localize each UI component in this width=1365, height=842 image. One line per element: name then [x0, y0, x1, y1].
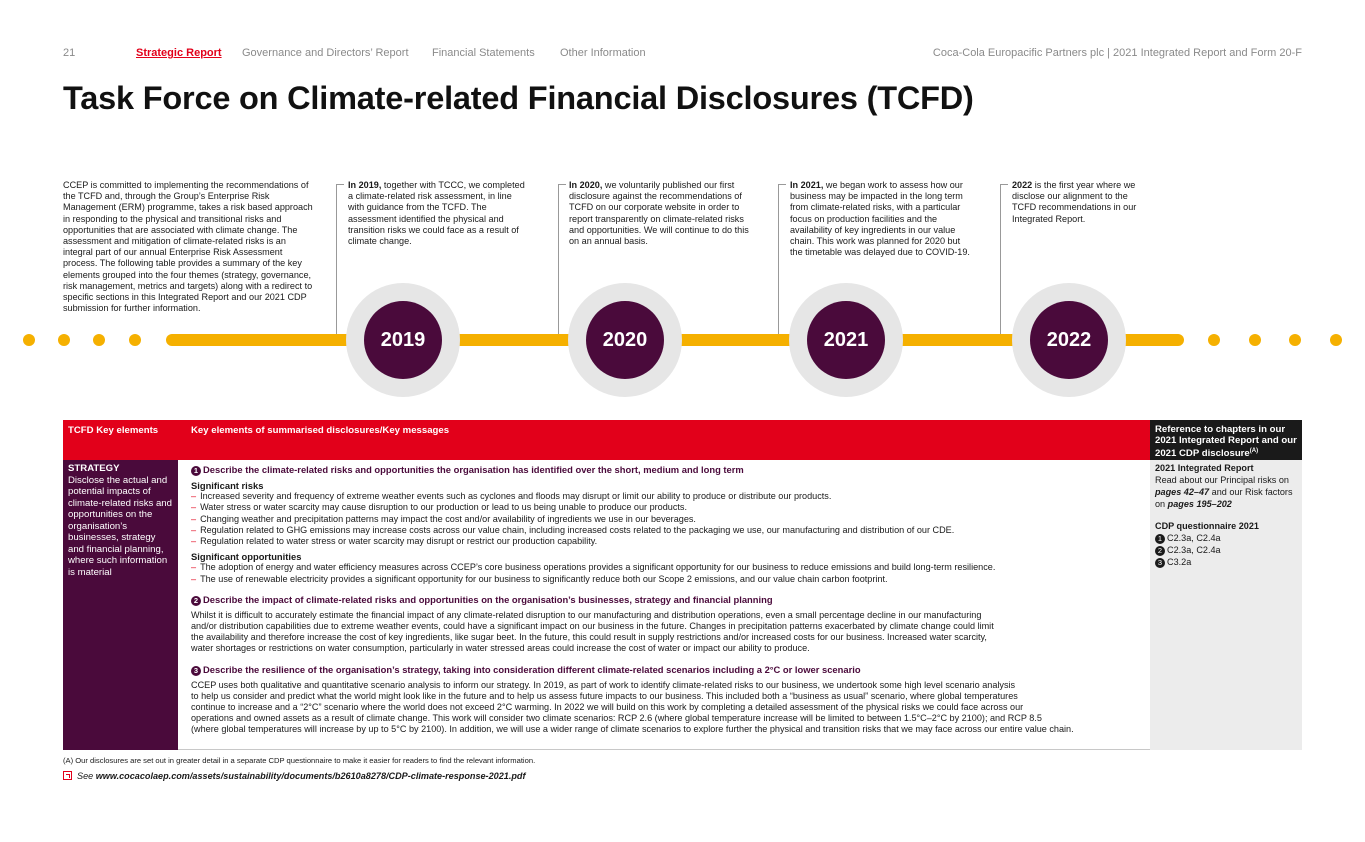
list-item: – Water stress or water scarcity may cause disruption to our production or lead to us being unable to produce our products.: [191, 502, 687, 513]
document-title: Coca-Cola Europacific Partners plc | 2021 Integrated Report and Form 20-F: [932, 47, 1302, 59]
strategy-title: STRATEGY: [68, 463, 120, 474]
cdp-item: 1 C2.3a, C2.4a: [1155, 532, 1297, 544]
see-link-line: See www.cocacolaep.com/assets/sustainability/documents/b2610a8278/CDP-climate-response-2021.pdf: [63, 771, 525, 781]
list-item: – Increased severity and frequency of extreme weather events such as cyclones and floods may disrupt or limit our ability to produce or distribute our products.: [191, 491, 832, 502]
year-circle-2020: 2020: [586, 301, 664, 379]
timeline-dot: [93, 334, 105, 346]
subheading: Significant opportunities: [191, 551, 302, 563]
nav-strategic-report[interactable]: Strategic Report: [136, 47, 222, 59]
disclosures-cell: [178, 460, 1150, 750]
timeline-text-2020: In 2020, we voluntarily published our first disclosure against the recommendations of TCFD on our corporate website in order to report transparently on climate-related risks and opportunities. We will continue to do this on an annual basis.: [569, 180, 749, 247]
table-header: [63, 420, 1150, 460]
timeline-dot: [1289, 334, 1301, 346]
timeline-text-2022: 2022 is the first year where we disclose our alignment to the TCFD recommendations in our Integrated Report.: [1012, 180, 1137, 224]
bracket-2022: [1000, 184, 1008, 340]
number-3-icon: 3: [191, 666, 201, 676]
strategy-description: Disclose the actual and potential impacts of climate-related risks and opportunities on the organisation’s businesses, strategy and financial planning, where such information is material: [68, 474, 172, 578]
section-2: [191, 594, 1137, 655]
paragraph-line: (where global temperatures will increase by up to 5°C by 2100). In addition, we will use a wider range of climate scenarios to explore further the physical and transition risks that we may face across our entire value chain.: [191, 724, 1074, 735]
nav-other-information[interactable]: Other Information: [560, 47, 646, 59]
timeline-dot: [1208, 334, 1220, 346]
number-1-icon: 1: [191, 466, 201, 476]
timeline-dot: [1249, 334, 1261, 346]
top-navigation: [63, 47, 1302, 61]
year-circle-2021: 2021: [807, 301, 885, 379]
year-circle-2022: 2022: [1030, 301, 1108, 379]
external-link-icon: [63, 771, 72, 780]
subheading: Significant risks: [191, 480, 264, 491]
timeline-dot: [58, 334, 70, 346]
paragraph-line: water shortages or restrictions on water consumption, particularly in water stressed areas could increase the cost of water or impact our ability to produce.: [191, 643, 810, 654]
number-3-icon: 3: [1155, 558, 1165, 568]
ir-reference: Read about our Principal risks on pages 42–47 and our Risk factors on pages 195–202: [1155, 475, 1293, 509]
paragraph-line: CCEP uses both qualitative and quantitative scenario analysis to inform our strategy. In 2019, as part of work to identify climate-related risks to our business, we undertook some high level scenario analysis: [191, 679, 1016, 690]
header-key-elements: TCFD Key elements: [68, 425, 159, 436]
list-item: – Regulation related to GHG emissions may increase costs across our value chain, including increased costs related to the packaging we use, our manufacturing and distribution of our CDE.: [191, 524, 955, 535]
footnote: (A) Our disclosures are set out in greater detail in a separate CDP questionnaire to make it easier for readers to find the relevant information.: [63, 756, 536, 765]
intro-text: CCEP is committed to implementing the recommendations of the TCFD and, through the Group’s Enterprise Risk Management (ERM) programme, takes a risk based approach in responding to the physical and transitional risks and opportunities that are associated with climate change. The assessment and mitigation of climate-related risks is an integral part of our annual Enterprise Risk Assessment process. The following table provides a summary of the key elements grouped into the four themes (strategy, governance, risk management, metrics and targets) along with a redirect to specific sections in this Integrated Report and our 2021 CDP submission for further information.: [63, 180, 313, 314]
timeline-text-2019: In 2019, together with TCCC, we completed a climate-related risk assessment, in line with guidance from the TCFD. The assessment identified the physical and transition risks we could face as a result of climate change.: [348, 180, 525, 247]
bracket-2019: [336, 184, 344, 340]
reference-cell: [1150, 460, 1302, 750]
paragraph-line: Whilst it is difficult to accurately estimate the financial impact of any climate-related disruption to our manufacturing and distribution operations, even a small percentage decline in our manufacturing: [191, 609, 982, 620]
strategy-cell: [63, 460, 178, 750]
list-item: – Changing weather and precipitation patterns may impact the cost and/or availability of ingredients we use in our beverages.: [191, 513, 696, 524]
paragraph-line: operations and owned assets as a result of climate change. This work will consider two climate scenarios: RCP 2.6 (where global temperature increase will be limited to between 1.5°C–2°C by 2100); and RCP 8.5: [191, 713, 1042, 724]
timeline-dot: [1330, 334, 1342, 346]
number-2-icon: 2: [1155, 546, 1165, 556]
list-item: – The use of renewable electricity provides a significant opportunity for our business to significantly reduce both our Scope 2 emissions, and our value chain carbon footprint.: [191, 573, 888, 584]
section-3: [191, 664, 1137, 736]
tcfd-table: [63, 420, 1302, 750]
section-heading: 2 Describe the impact of climate-related risks and opportunities on the organisation’s businesses, strategy and financial planning: [191, 594, 1137, 606]
section-heading: 3 Describe the resilience of the organisation’s strategy, taking into consideration different climate-related scenarios including a 2°C or lower scenario: [191, 664, 1137, 676]
nav-financial-statements[interactable]: Financial Statements: [432, 47, 535, 59]
number-1-icon: 1: [1155, 534, 1165, 544]
page-number: 21: [63, 47, 76, 59]
list-item: – Regulation related to water stress or water scarcity may disrupt or restrict our production capability.: [191, 536, 598, 547]
number-2-icon: 2: [191, 596, 201, 606]
section-heading: 1 Describe the climate-related risks and opportunities the organisation has identified over the short, medium and long term: [191, 464, 1137, 476]
paragraph-line: and/or distribution capabilities due to extreme weather events, could have a significant impact on our business in the future. Changes in precipitation patterns exacerbated by climate change could limit: [191, 621, 994, 632]
cdp-item: 2 C2.3a, C2.4a: [1155, 544, 1297, 556]
year-circle-2019: 2019: [364, 301, 442, 379]
header-reference: Reference to chapters in our 2021 Integrated Report and our 2021 CDP disclosure$^{(A)}$: [1150, 420, 1302, 460]
paragraph-line: continue to increase and a “2°C” scenario where the world does not exceed 2°C warming. In 2022 we will build on this work by completing a detailed assessment of the physical risks we could face across our: [191, 702, 1024, 713]
bracket-2021: [778, 184, 786, 340]
timeline-dot: [129, 334, 141, 346]
ir-title: 2021 Integrated Report: [1155, 463, 1254, 473]
timeline-text-2021: In 2021, we began work to assess how our business may be impacted in the long term from climate-related risks, with a particular focus on production facilities and the availability of key ingredients in our value chain. This work was planned for 2020 but the timetable was delayed due to COVID-19.: [790, 180, 970, 258]
nav-governance[interactable]: Governance and Directors’ Report: [242, 47, 409, 59]
timeline-dot: [23, 334, 35, 346]
bracket-2020: [558, 184, 566, 340]
section-1: [191, 464, 1137, 585]
paragraph-line: to help us consider and predict what the world might look like in the future and to help us assess future impacts to our business. This included both a “business as usual” scenario, where global temperatures: [191, 690, 1018, 701]
list-item: – The adoption of energy and water efficiency measures across CCEP’s core business operations provides a significant opportunity for our business to reduce emissions and build long-term resilience.: [191, 562, 996, 573]
cdp-link[interactable]: www.cocacolaep.com/assets/sustainability/documents/b2610a8278/CDP-climate-response-2021.pdf: [95, 771, 526, 781]
cdp-title: CDP questionnaire 2021: [1155, 521, 1259, 531]
paragraph-line: the availability and therefore increase the cost of key ingredients, like sugar beet. In the future, this could result in supply restrictions and/or increased costs for our business. Increased water scarcity,: [191, 632, 987, 643]
header-disclosures: Key elements of summarised disclosures/Key messages: [191, 425, 450, 436]
page-title: Task Force on Climate-related Financial Disclosures (TCFD): [63, 80, 974, 116]
cdp-item: 3 C3.2a: [1155, 556, 1297, 568]
